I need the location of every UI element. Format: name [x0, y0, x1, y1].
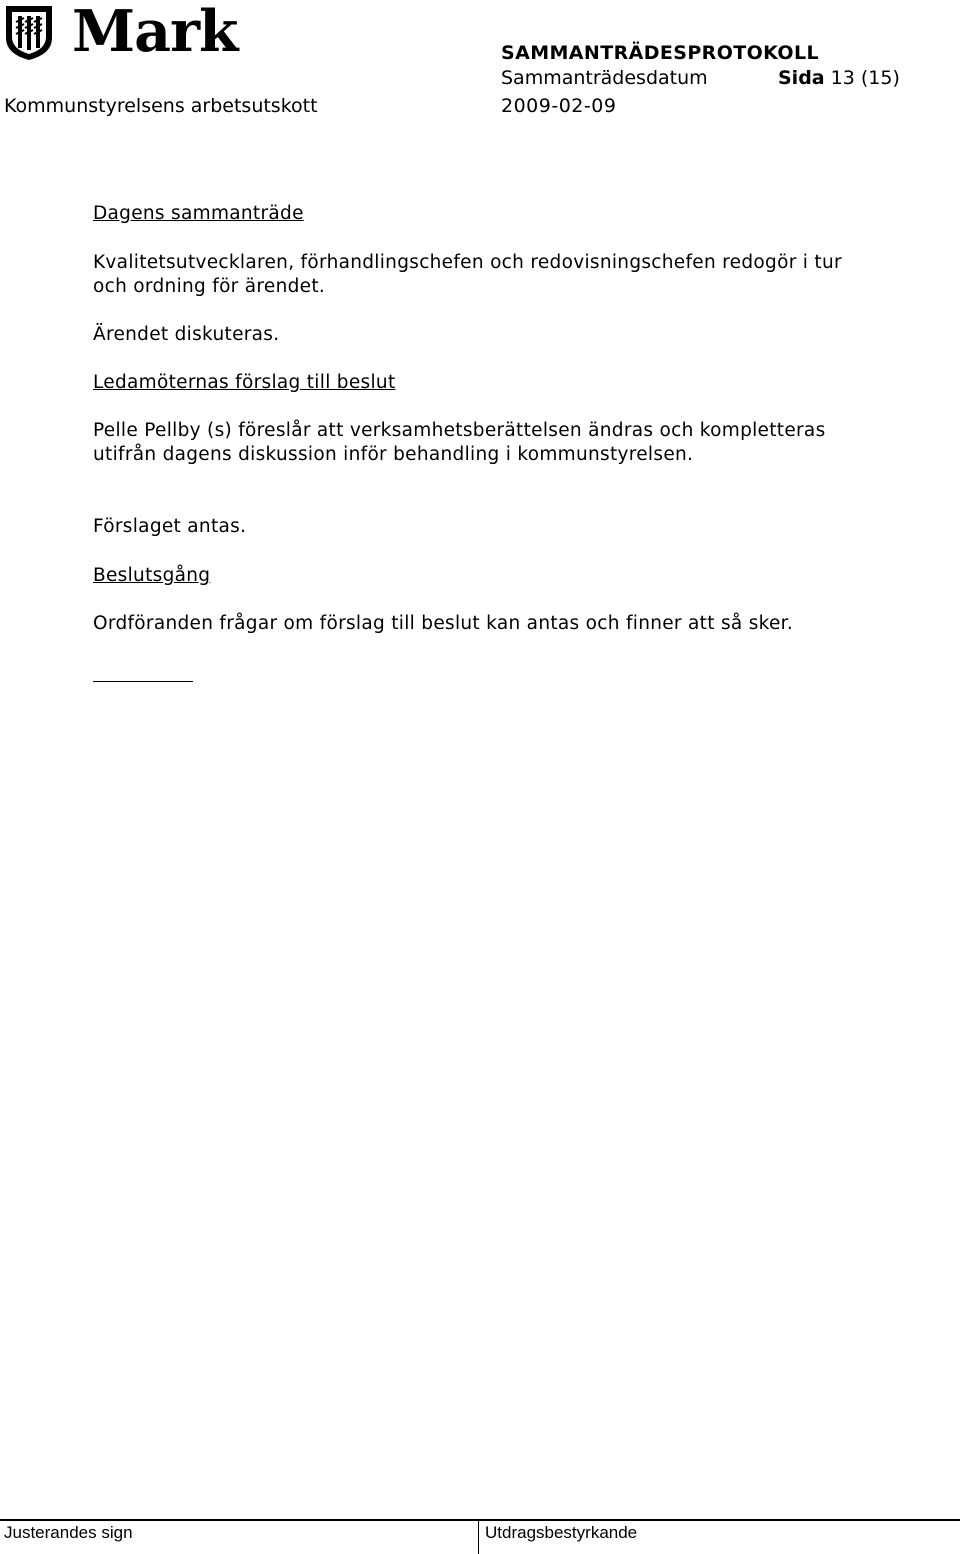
municipal-coat-of-arms-icon	[4, 4, 54, 62]
municipality-name: Mark	[72, 0, 238, 65]
paragraph-proposal-adopted: Förslaget antas.	[93, 516, 247, 537]
paragraph-proposal: Pelle Pellby (s) föreslår att verksamhetsberättelsen ändras och kompletteras utifrån dagens diskussion inför behandling i kommunstyrelsen.	[93, 420, 826, 465]
section-heading-todays-meeting: Dagens sammanträde	[93, 203, 304, 224]
footer-divider	[478, 1519, 479, 1554]
page-label: Sida	[778, 67, 825, 89]
paragraph-discussion: Ärendet diskuteras.	[93, 324, 280, 345]
page-number: 13 (15)	[830, 67, 900, 89]
footer-rule	[0, 1519, 960, 1521]
section-end-rule	[93, 681, 193, 682]
section-heading-members-proposal: Ledamöternas förslag till beslut	[93, 372, 396, 393]
meeting-date: 2009-02-09	[501, 95, 617, 117]
committee-name: Kommunstyrelsens arbetsutskott	[4, 95, 318, 117]
section-heading-decision-process: Beslutsgång	[93, 565, 211, 586]
paragraph-presentation: Kvalitetsutvecklaren, förhandlingschefen och redovisningschefen redogör i tur och ordning för ärendet.	[93, 252, 842, 297]
meeting-date-label: Sammanträdesdatum	[501, 67, 708, 89]
signature-field-label: Justerandes sign	[4, 1523, 133, 1542]
document-type: SAMMANTRÄDESPROTOKOLL	[501, 42, 819, 64]
certification-field-label: Utdragsbestyrkande	[485, 1523, 638, 1542]
paragraph-decision: Ordföranden frågar om förslag till beslut kan antas och finner att så sker.	[93, 613, 794, 634]
page-indicator	[778, 67, 900, 89]
